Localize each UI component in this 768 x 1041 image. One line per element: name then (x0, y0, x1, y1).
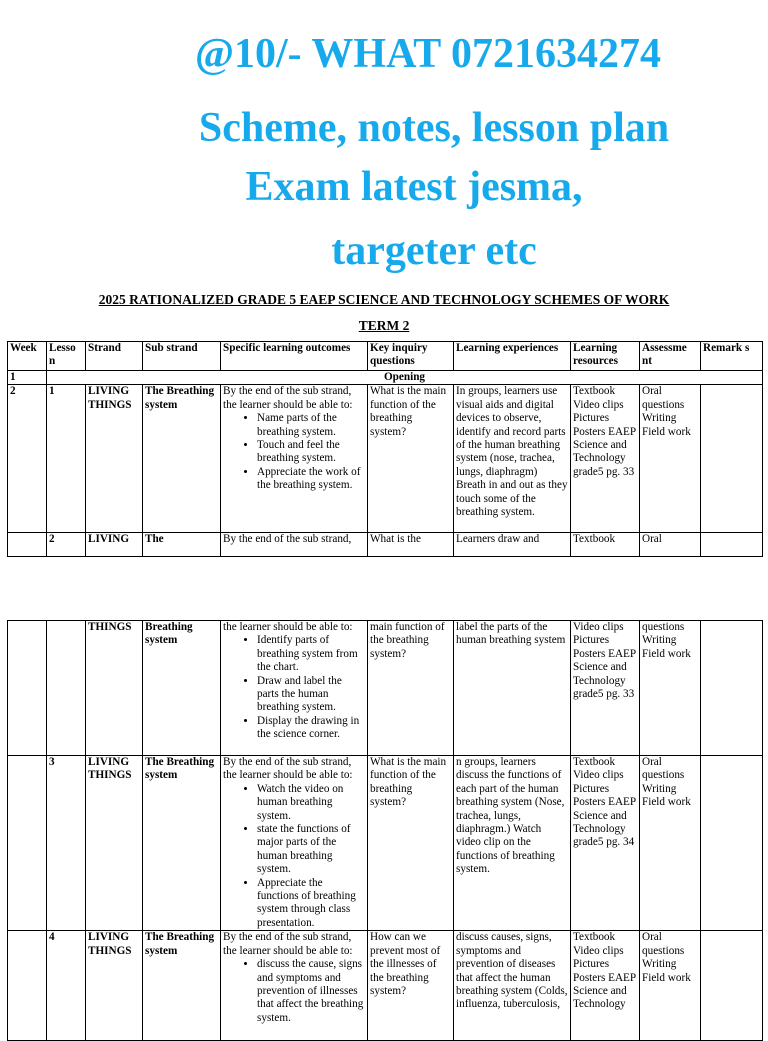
promo-line-1: @10/- WHAT 0721634274 (194, 31, 662, 77)
outcomes-list (223, 634, 365, 741)
table-row (8, 621, 763, 756)
opening-week: 1 (8, 371, 47, 385)
cell-resources: Video clips Pictures Posters EAEP Science and Technology grade5 pg. 33 (571, 621, 640, 756)
outcomes-intro: By the end of the sub strand, the learner should be able to: (223, 931, 353, 957)
cell-strand: LIVING THINGS (86, 931, 143, 1041)
cell-outcomes (221, 756, 368, 931)
list-item: • Identify parts of breathing system from the chart. (257, 634, 365, 674)
cell-inquiry: What is the main function of the breathing system? (368, 385, 454, 533)
cell-resources: Textbook Video clips Pictures Posters EAEP Science and Technology grade5 pg. 34 (571, 756, 640, 931)
cell-experiences: Learners draw and (454, 533, 571, 557)
cell-experiences: label the parts of the human breathing system (454, 621, 571, 756)
list-item: • state the functions of major parts of the human breathing system. (257, 823, 365, 877)
header-row (8, 342, 763, 371)
header-week: Week (8, 342, 47, 371)
cell-remarks (701, 756, 763, 931)
cell-sub-strand: The Breathing system (143, 931, 221, 1041)
cell-assessment: questions Writing Field work (640, 621, 701, 756)
outcomes-intro: By the end of the sub strand, the learner should be able to: (223, 385, 353, 411)
promo-line-3: Exam latest jesma, (245, 164, 583, 210)
scheme-table-page-1 (7, 341, 763, 557)
cell-outcomes: By the end of the sub strand, (221, 533, 368, 557)
header-remarks: Remark s (701, 342, 763, 371)
header-inquiry: Key inquiry questions (368, 342, 454, 371)
cell-assessment: Oral questions Writing Field work (640, 756, 701, 931)
list-item: • Touch and feel the breathing system. (257, 439, 365, 466)
table-row (8, 931, 763, 1041)
cell-assessment: Oral questions Writing Field work (640, 385, 701, 533)
cell-strand: LIVING (86, 533, 143, 557)
promo-line-2: Scheme, notes, lesson plan (198, 105, 670, 151)
outcomes-list (223, 412, 365, 492)
cell-strand: LIVING THINGS (86, 756, 143, 931)
cell-week (8, 756, 47, 931)
outcomes-list (223, 958, 365, 1025)
header-strand: Strand (86, 342, 143, 371)
outcomes-intro: the learner should be able to: (223, 621, 353, 633)
header-experiences: Learning experiences (454, 342, 571, 371)
list-item: • Appreciate the work of the breathing system. (257, 466, 365, 493)
cell-sub-strand: The Breathing system (143, 385, 221, 533)
list-item: • Appreciate the functions of breathing system through class presentation. (257, 877, 365, 931)
cell-strand: LIVING THINGS (86, 385, 143, 533)
header-lesson: Lesso n (47, 342, 86, 371)
table-row (8, 385, 763, 533)
cell-sub-strand: The (143, 533, 221, 557)
cell-lesson (47, 621, 86, 756)
cell-experiences: discuss causes, signs, symptoms and prevention of diseases that affect the human breathing system (Colds, influenza, tuberculosis, (454, 931, 571, 1041)
table-row (8, 756, 763, 931)
cell-remarks (701, 533, 763, 557)
cell-sub-strand: Breathing system (143, 621, 221, 756)
cell-week (8, 533, 47, 557)
cell-inquiry: How can we prevent most of the illnesses of the breathing system? (368, 931, 454, 1041)
cell-week (8, 621, 47, 756)
opening-row (8, 371, 763, 385)
cell-outcomes (221, 931, 368, 1041)
cell-resources: Textbook Video clips Pictures Posters EAEP Science and Technology grade5 pg. 33 (571, 385, 640, 533)
cell-remarks (701, 621, 763, 756)
promo-line-4: targeter etc (331, 228, 537, 274)
cell-lesson: 4 (47, 931, 86, 1041)
header-sub-strand: Sub strand (143, 342, 221, 371)
list-item: • Draw and label the parts the human breathing system. (257, 675, 365, 715)
cell-assessment: Oral questions Writing Field work (640, 931, 701, 1041)
list-item: • Name parts of the breathing system. (257, 412, 365, 439)
header-resources: Learning resources (571, 342, 640, 371)
header-assessment: Assessme nt (640, 342, 701, 371)
scheme-table-page-2 (7, 620, 763, 1041)
cell-inquiry: What is the (368, 533, 454, 557)
document-title: 2025 RATIONALIZED GRADE 5 EAEP SCIENCE AND TECHNOLOGY SCHEMES OF WORK (98, 292, 670, 307)
cell-week (8, 931, 47, 1041)
cell-lesson: 1 (47, 385, 86, 533)
cell-outcomes (221, 385, 368, 533)
outcomes-list (223, 783, 365, 930)
cell-week: 2 (8, 385, 47, 533)
list-item: • Watch the video on human breathing system. (257, 783, 365, 823)
header-outcomes: Specific learning outcomes (221, 342, 368, 371)
opening-label: Opening (47, 371, 763, 385)
cell-remarks (701, 931, 763, 1041)
term-label: TERM 2 (358, 318, 410, 333)
cell-remarks (701, 385, 763, 533)
cell-strand: THINGS (86, 621, 143, 756)
cell-lesson: 2 (47, 533, 86, 557)
cell-inquiry: What is the main function of the breathing system? (368, 756, 454, 931)
cell-resources: Textbook (571, 533, 640, 557)
cell-lesson: 3 (47, 756, 86, 931)
cell-sub-strand: The Breathing system (143, 756, 221, 931)
cell-resources: Textbook Video clips Pictures Posters EAEP Science and Technology (571, 931, 640, 1041)
cell-experiences: n groups, learners discuss the functions of each part of the human breathing system (Nose, trachea, lungs, diaphragm.) Watch video clip on the functions of breathing system. (454, 756, 571, 931)
list-item: • discuss the cause, signs and symptoms and prevention of illnesses that affect the breathing system. (257, 958, 365, 1025)
cell-outcomes (221, 621, 368, 756)
outcomes-intro: By the end of the sub strand, the learner should be able to: (223, 756, 353, 782)
cell-experiences: In groups, learners use visual aids and digital devices to observe, identify and record parts of the human breathing system (nose, trachea, lungs, diaphragm) Breath in and out as they touch some of the breathing system. (454, 385, 571, 533)
table-row (8, 533, 763, 557)
list-item: • Display the drawing in the science corner. (257, 715, 365, 742)
cell-assessment: Oral (640, 533, 701, 557)
cell-inquiry: main function of the breathing system? (368, 621, 454, 756)
